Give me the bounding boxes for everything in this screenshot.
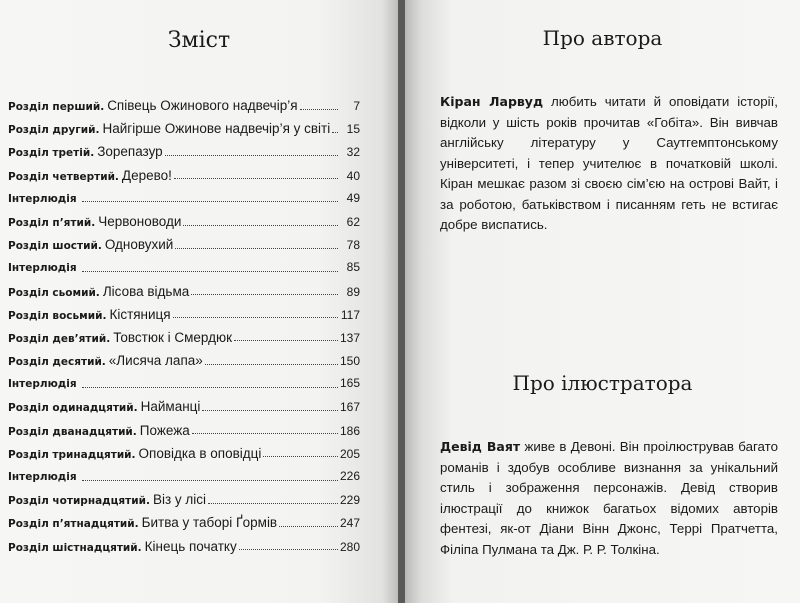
toc-entry-label: Розділ перший. (8, 101, 105, 113)
toc-entry (8, 164, 360, 187)
toc-entry-page: 247 (339, 516, 360, 531)
toc-entry-name: Найманці (140, 399, 201, 415)
toc-leader-dots (82, 270, 338, 272)
toc-entry-label: Розділ тринадцятий. (8, 448, 136, 461)
toc-leader-dots (263, 455, 338, 457)
toc-entry-name: Оповідка в оповідці (138, 445, 262, 461)
illustrator-name: Девід Ваят (440, 439, 521, 454)
toc-entry (8, 303, 360, 326)
illustrator-bio: живе в Девоні. Він проілюстрував багато романів і здобув особливе визнання за унікальний стиль і зображення персонажів. Девід створив ілюстрації до книжок багатьох відомих авторів фентезі, як-от Діани Вінн Джонс, Террі Пратчетта, Філіпа Пулмана та Дж. Р. Р. Толкіна. (440, 439, 778, 557)
toc-entry-label: Інтерлюдія (8, 471, 77, 483)
toc-entry (8, 465, 360, 488)
toc-entry-name: Найгірше Ожинове надвечір’я у світі (102, 121, 331, 137)
toc-entry (8, 511, 360, 534)
toc-entry (8, 349, 360, 372)
toc-entry-label: Розділ одинадцятий. (8, 402, 138, 415)
author-name: Кіран Ларвуд (440, 94, 544, 109)
toc-entry-page: 150 (339, 354, 360, 369)
toc-entry-name: Пожежа (139, 422, 190, 438)
toc-entry-page: 78 (346, 238, 360, 253)
toc-entry-page: 226 (339, 469, 360, 483)
toc-entry-name: Співець Ожинового надвечір’я (107, 98, 298, 113)
toc-leader-dots (300, 108, 338, 110)
toc-entry (8, 419, 360, 442)
toc-entry-name: «Лисяча лапа» (108, 353, 203, 369)
toc-leader-dots (191, 293, 338, 295)
book-gutter (398, 0, 405, 603)
toc-entry (8, 372, 360, 395)
toc-leader-dots (82, 200, 338, 202)
toc-entry-page: 62 (346, 214, 360, 229)
toc-entry-label: Розділ чотирнадцятий. (8, 495, 150, 508)
toc-entry-label: Розділ третій. (8, 147, 95, 160)
toc-entry-page: 137 (339, 330, 360, 345)
toc-entry-label: Розділ четвертий. (8, 170, 119, 183)
about-illustrator-paragraph (440, 437, 778, 560)
toc-entry-name: Товстюк і Смердюк (113, 329, 233, 345)
toc-entry (8, 117, 360, 140)
toc-entry (8, 488, 360, 511)
toc-entry (8, 187, 360, 210)
toc-entry-page: 167 (339, 400, 360, 415)
toc-entry-label: Розділ восьмий. (8, 309, 107, 322)
toc-entry-page: 32 (346, 145, 360, 160)
toc-leader-dots (82, 386, 338, 388)
toc-leader-dots (205, 363, 338, 365)
toc-entry-label: Розділ шістнадцятий. (8, 541, 142, 554)
toc-leader-dots (332, 131, 338, 133)
toc-leader-dots (82, 479, 338, 481)
toc-entry-label: Інтерлюдія (8, 192, 77, 205)
toc-leader-dots (165, 154, 338, 156)
toc-entry (8, 256, 360, 279)
toc-entry-page: 229 (339, 493, 360, 508)
toc-entry-name: Червоноводи (98, 213, 182, 229)
toc-leader-dots (175, 247, 338, 249)
about-author-title: Про автора (542, 26, 663, 50)
about-author-paragraph (440, 92, 778, 236)
toc-leader-dots (192, 432, 338, 434)
toc-entry-page: 85 (346, 260, 360, 275)
toc-entry-name: Битва у таборі Ґормів (141, 515, 278, 531)
toc-entry-page: 15 (346, 122, 360, 137)
toc-entry-label: Розділ десятий. (8, 356, 106, 369)
toc-entry-name: Зорепазур (97, 144, 163, 160)
toc-leader-dots (174, 177, 338, 179)
toc-entry-page: 186 (339, 423, 360, 438)
author-bio: любить читати й оповідати історії, відколи у шість років прочитав «Гобіта». Він вивчав англійську літературу у Саутгемптонському університеті, і тепер учителює в початковій школі. Кіран мешкає разом зі своєю сім’єю на острові Вайт, і за роботою, батьківством і писанням геть не встигає добре виспатись. (440, 94, 778, 232)
toc-leader-dots (202, 409, 338, 411)
toc-entry (8, 94, 360, 117)
toc-entry-name: Кінець початку (144, 538, 237, 554)
table-of-contents (8, 94, 360, 558)
toc-leader-dots (208, 502, 338, 504)
toc-entry-page: 205 (339, 446, 360, 461)
toc-entry-page: 49 (346, 190, 360, 205)
toc-leader-dots (279, 525, 338, 527)
toc-entry (8, 233, 360, 256)
toc-entry (8, 280, 360, 303)
toc-entry (8, 326, 360, 349)
toc-entry-label: Розділ другий. (8, 124, 100, 137)
toc-entry-name: Кістяниця (109, 306, 171, 322)
toc-entry-label: Розділ п’ятнадцятий. (8, 518, 139, 531)
toc-entry-page: 280 (339, 539, 360, 554)
toc-leader-dots (239, 548, 338, 550)
toc-entry-page: 40 (346, 168, 360, 183)
toc-entry-label: Розділ дев’ятий. (8, 332, 111, 345)
toc-leader-dots (183, 224, 338, 226)
toc-entry-page: 89 (346, 284, 360, 299)
toc-entry (8, 395, 360, 418)
toc-entry-page: 165 (339, 376, 360, 391)
toc-entry-name: Віз у лісі (152, 492, 207, 508)
toc-leader-dots (173, 316, 338, 318)
toc-entry (8, 442, 360, 465)
toc-entry-label: Розділ сьомий. (8, 286, 100, 299)
toc-entry-label: Інтерлюдія (8, 262, 77, 275)
toc-entry-page: 7 (353, 99, 360, 113)
toc-entry-name: Лісова відьма (102, 283, 190, 299)
toc-entry-label: Розділ п’ятий. (8, 216, 96, 229)
toc-entry-label: Розділ шостий. (8, 240, 102, 253)
toc-entry-label: Інтерлюдія (8, 378, 77, 391)
toc-title: Зміст (167, 28, 231, 53)
about-illustrator-title: Про ілюстратора (512, 371, 693, 395)
toc-entry-name: Дерево! (121, 167, 172, 183)
toc-entry-page: 117 (340, 307, 360, 322)
toc-leader-dots (234, 339, 338, 341)
toc-entry-name: Одновухий (104, 237, 174, 253)
toc-entry (8, 210, 360, 233)
toc-entry (8, 535, 360, 558)
toc-entry (8, 140, 360, 163)
toc-entry-label: Розділ дванадцятий. (8, 425, 137, 438)
